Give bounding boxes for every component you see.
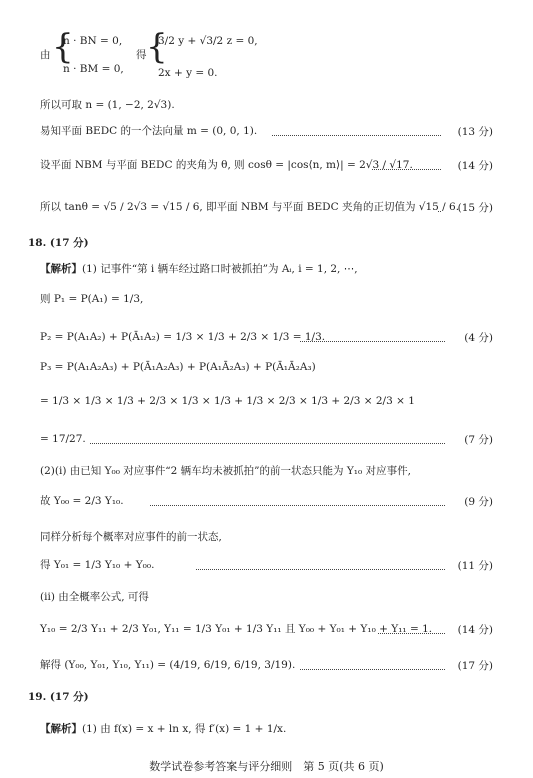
system-eq1: n · BN = 0, (63, 35, 123, 47)
analysis-tag: 【解析】 (40, 723, 82, 735)
dot-leader (196, 568, 445, 570)
page-footer: 数学试卷参考答案与评分细则 第 5 页(共 6 页) (149, 760, 384, 773)
score-7: (7 分) (464, 434, 493, 446)
q18-line-8: 故 Y₀₀ = 2/3 Y₁₀. (40, 495, 124, 507)
system-eq2: n · BM = 0, (63, 63, 124, 75)
score-4: (4 分) (464, 332, 493, 344)
system-get: 得 (136, 49, 147, 61)
right-brace: { (146, 27, 168, 67)
q18-line-6: = 17/27. (40, 433, 86, 445)
score-11: (11 分) (457, 560, 493, 572)
dot-leader (272, 134, 441, 136)
analysis-tag: 【解析】 (40, 263, 82, 275)
line-normal-m: 易知平面 BEDC 的一个法向量 m = (0, 0, 1). (40, 125, 258, 137)
score-9: (9 分) (464, 496, 493, 508)
dot-leader (378, 632, 445, 634)
line-normal-n: 所以可取 n = (1, −2, 2√3). (40, 99, 175, 111)
q18-line-2: 则 P₁ = P(A₁) = 1/3, (40, 293, 144, 305)
q18-line-5: = 1/3 × 1/3 × 1/3 + 2/3 × 1/3 × 1/3 + 1/3 × 2/3 × 1/3 + 2/3 × 2/3 × 1 (40, 395, 415, 407)
dot-leader (150, 504, 445, 506)
score-14b: (14 分) (457, 624, 493, 636)
q18-line-7: (2)(i) 由已知 Y₀₀ 对应事件“2 辆车均未被抓拍”的前一状态只能为 Y₁₀ 对应事件, (40, 465, 411, 477)
dot-leader (372, 168, 441, 170)
score-14a: (14 分) (457, 160, 493, 172)
score-15: (15 分) (457, 202, 493, 214)
line-cos: 设平面 NBM 与平面 BEDC 的夹角为 θ, 则 cosθ = |cos⟨n, m⟩| = 2√3 / √17. (40, 159, 413, 171)
question-19-heading: 19. (17 分) (28, 691, 89, 703)
q19-line-1-text: (1) 由 f(x) = x + ln x, 得 f′(x) = 1 + 1/x. (82, 723, 287, 735)
q18-line-10: 得 Y₀₁ = 1/3 Y₁₀ + Y₀₀. (40, 559, 155, 571)
q18-line-13: 解得 (Y₀₀, Y₀₁, Y₁₀, Y₁₁) = (4/19, 6/19, 6/19, 3/19). (40, 659, 296, 671)
q18-line-9: 同样分析每个概率对应事件的前一状态, (40, 531, 222, 543)
q18-line-4: P₃ = P(A₁A₂A₃) + P(Ā₁A₂A₃) + P(A₁Ā₂A₃) + P(Ā₁Ā₂A₃) (40, 361, 316, 373)
q18-line-1-text: (1) 记事件“第 i 辆车经过路口时被抓拍”为 Aᵢ, i = 1, 2, ⋯, (82, 263, 358, 275)
q18-line-12: Y₁₀ = 2/3 Y₁₁ + 2/3 Y₀₁, Y₁₁ = 1/3 Y₀₁ + 1/3 Y₁₁ 且 Y₀₀ + Y₀₁ + Y₁₀ + Y₁₁ = 1. (40, 623, 433, 635)
system-r2: 2x + y = 0. (158, 67, 218, 79)
dot-leader (300, 668, 445, 670)
line-tan: 所以 tanθ = √5 / 2√3 = √15 / 6, 即平面 NBM 与平面 BEDC 夹角的正切值为 √15 / 6. (40, 201, 460, 213)
q18-line-3: P₂ = P(A₁A₂) + P(Ā₁A₂) = 1/3 × 1/3 + 2/3 × 1/3 = 1/3. (40, 331, 326, 343)
q18-line-1 (40, 262, 358, 276)
score-13: (13 分) (457, 126, 493, 138)
dot-leader (90, 442, 445, 444)
dot-leader (300, 340, 445, 342)
q19-line-1 (40, 722, 286, 736)
question-18-heading: 18. (17 分) (28, 237, 89, 249)
left-brace: { (52, 27, 74, 67)
score-17: (17 分) (457, 660, 493, 672)
system-lead: 由 (40, 49, 51, 61)
system-r1: 3/2 y + √3/2 z = 0, (158, 35, 258, 47)
q18-line-11: (ii) 由全概率公式, 可得 (40, 591, 149, 603)
dot-leader (438, 210, 441, 212)
